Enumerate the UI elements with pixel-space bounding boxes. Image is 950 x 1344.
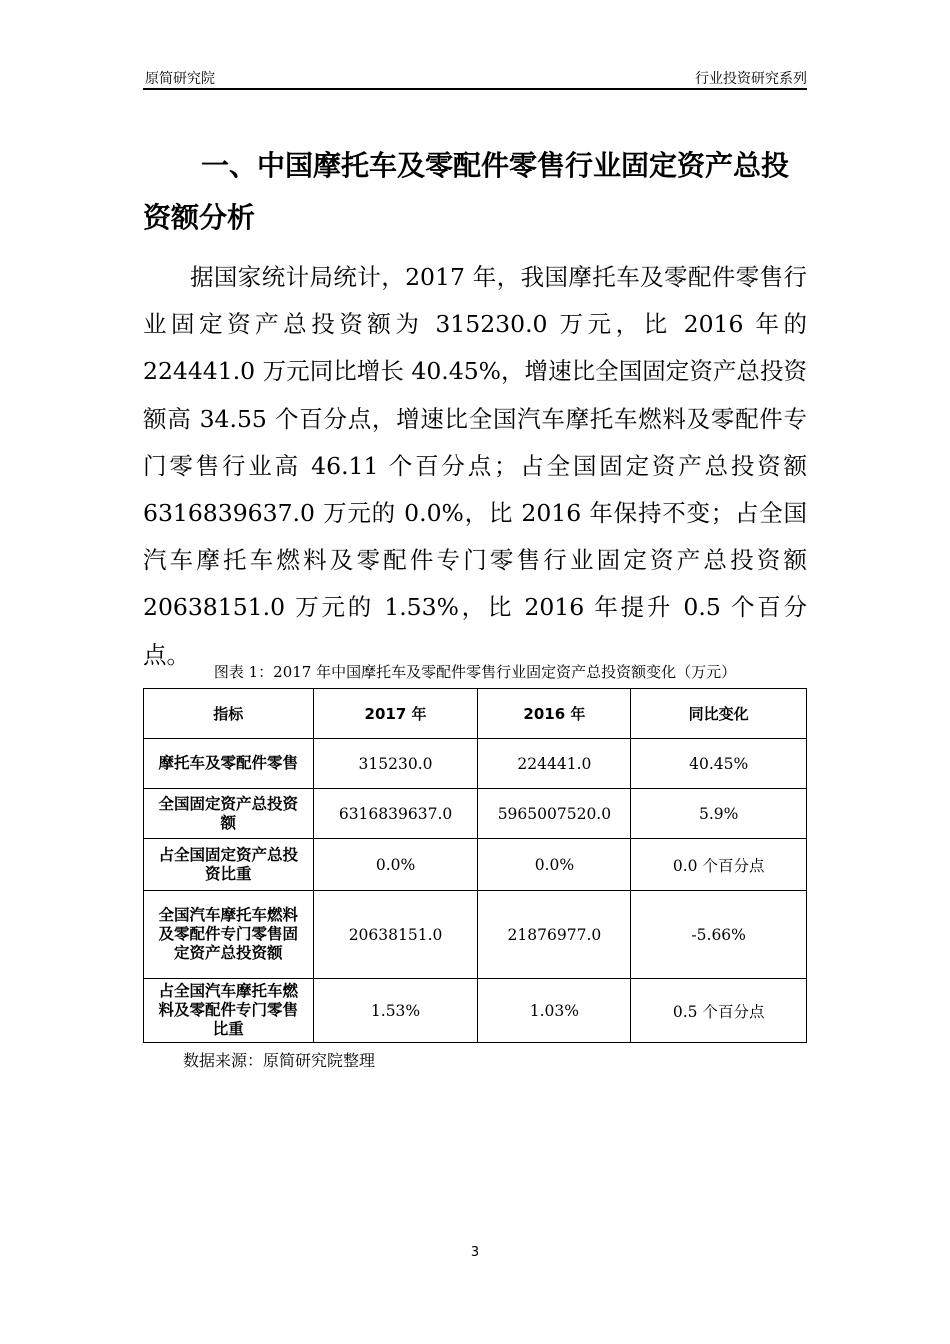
cell-change: 0.5 个百分点 (631, 979, 807, 1043)
row-label: 占全国固定资产总投资比重 (144, 839, 314, 891)
cell-change: -5.66% (631, 891, 807, 979)
cell-2016: 1.03% (478, 979, 631, 1043)
cell-2016: 224441.0 (478, 739, 631, 789)
table-row (144, 789, 807, 839)
cell-change: 40.45% (631, 739, 807, 789)
header-org: 原简研究院 (145, 71, 215, 87)
cell-2016: 5965007520.0 (478, 789, 631, 839)
row-label: 全国固定资产总投资额 (144, 789, 314, 839)
section-title: 一、中国摩托车及零配件零售行业固定资产总投资额分析 (143, 149, 790, 234)
table-header-row (144, 689, 807, 739)
cell-change: 0.0 个百分点 (631, 839, 807, 891)
header-cell-2016: 2016 年 (478, 689, 631, 739)
data-source-note: 数据来源：原简研究院整理 (183, 1051, 376, 1070)
cell-2017: 6316839637.0 (313, 789, 478, 839)
cell-2017: 1.53% (313, 979, 478, 1043)
page-header (143, 64, 807, 90)
row-label: 占全国汽车摩托车燃料及零配件专门零售比重 (144, 979, 314, 1043)
table-row (144, 891, 807, 979)
header-cell-change: 同比变化 (631, 689, 807, 739)
page-number: 3 (470, 1245, 480, 1260)
table-row (144, 979, 807, 1043)
table-row (144, 739, 807, 789)
header-cell-2017: 2017 年 (313, 689, 478, 739)
row-label: 摩托车及零配件零售 (144, 739, 314, 789)
header-cell-indicator: 指标 (144, 689, 314, 739)
cell-change: 5.9% (631, 789, 807, 839)
body-paragraph: 据国家统计局统计，2017 年，我国摩托车及零配件零售行业固定资产总投资额为 315230.0 万元，比 2016 年的224441.0 万元同比增长 40.45%，增速比全国固定资产总投资额高 34.55 个百分点，增速比全国汽车摩托车燃料及零配件专门零售行业高 46.11 个百分点；占全国固定资产总投资额 6316839637.0 万元的 0.0%，比 2016 年保持不变；占全国汽车摩托车燃料及零配件专门零售行业固定资产总投资额 20638151.0 万元的 1.53%，比 2016 年提升 0.5 个百分点。 (143, 263, 807, 669)
table-row (144, 839, 807, 891)
header-series: 行业投资研究系列 (695, 71, 807, 87)
cell-2017: 0.0% (313, 839, 478, 891)
data-table (143, 688, 807, 1043)
row-label: 全国汽车摩托车燃料及零配件专门零售固定资产总投资额 (144, 891, 314, 979)
table-caption: 图表 1：2017 年中国摩托车及零配件零售行业固定资产总投资额变化（万元） (213, 663, 737, 681)
cell-2017: 315230.0 (313, 739, 478, 789)
cell-2017: 20638151.0 (313, 891, 478, 979)
cell-2016: 21876977.0 (478, 891, 631, 979)
cell-2016: 0.0% (478, 839, 631, 891)
